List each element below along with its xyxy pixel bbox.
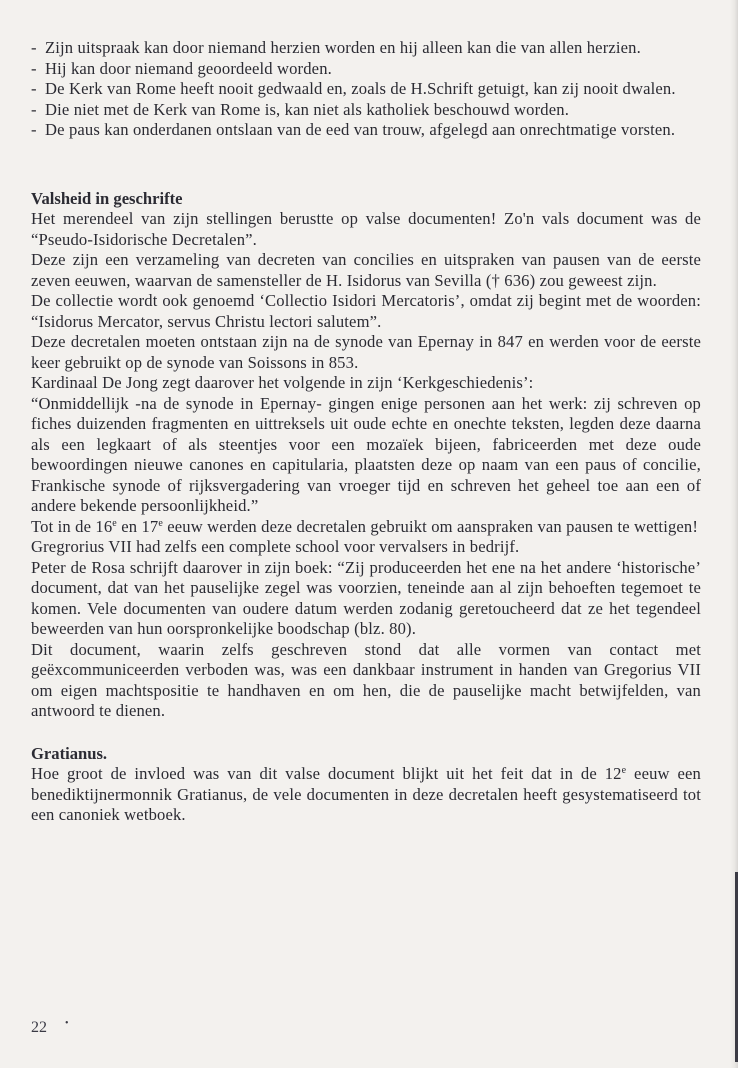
paragraph: Deze decretalen moeten ontstaan zijn na de synode van Epernay in 847 en werden voor de eerste keer gebruikt op de synode van Soissons in 853. [31,332,701,372]
text-run: eeuw werden deze decretalen gebruikt om aanspraken van pausen te wettigen! [162,516,699,536]
paragraph: Gregrorius VII had zelfs een complete school voor vervalsers in bedrijf. [31,537,520,556]
footer-mark: • [65,1018,69,1029]
list-item: - Hij kan door niemand geoordeeld worden. [31,59,701,80]
superscript: e [112,517,117,529]
page-edge [730,0,738,1068]
paragraph: Kardinaal De Jong zegt daarover het volgende in zijn ‘Kerkgeschiedenis’: [31,373,534,392]
paragraph: Dit document, waarin zelfs geschreven stond dat alle vormen van contact met geëxcommuniceerden verboden was, was een dankbaar instrument in handen van Gregorius VII om eigen machtspositie te handhaven en om hen, die de pauselijke macht betwijfelden, van antwoord te dienen. [31,639,701,720]
text-run: Tot in de 16 [31,516,113,536]
page-footer [31,1018,69,1037]
paragraph: De collectie wordt ook genoemd ‘Collectio Isidori Mercatoris’, omdat zij begint met de woorden: “Isidorus Mercator, servus Christu lectori salutem”. [31,291,701,331]
text-run: Hoe groot de invloed was van dit valse document blijkt uit het feit dat in de 12 [31,764,622,783]
quote-paragraph: “Onmiddellijk -na de synode in Epernay- gingen enige personen aan het werk: zij schreven op fiches duizenden fragmenten en uittreksels uit oude echte en onechte teksten, legden deze daarna als een legkaart of als steentjes voor een mozaïek bijeen, fabriceerden met deze oude bewoordingen nieuwe canones en capitularia, plaatsten deze op naam van een paus of concilie, Frankische synode of rijksvergadering van vroeger tijd en schreven het geheel toe aan een of andere bekende persoonlijkheid.” [31,393,701,515]
page-content [31,38,701,826]
section-valsheid [31,189,701,722]
section-gratianus [31,744,701,826]
list-item: - Die niet met de Kerk van Rome is, kan niet als katholiek beschouwd worden. [31,100,701,121]
claims-list [31,38,701,141]
page-number: 22 [31,1019,47,1036]
text-run: en 17 [116,516,159,536]
paragraph [31,764,701,826]
paragraph: Deze zijn een verzameling van decreten van concilies en uitspraken van pausen van de eerste zeven eeuwen, waarvan de samensteller de H. Isidorus van Sevilla († 636) zou geweest zijn. [31,250,701,290]
paragraph: Het merendeel van zijn stellingen berustte op valse documenten! Zo'n vals document was de “Pseudo-Isidorische Decretalen”. [31,209,701,249]
list-item: - Zijn uitspraak kan door niemand herzien worden en hij alleen kan die van allen herzien. [31,38,701,59]
paragraph [31,517,701,538]
superscript: e [158,517,163,529]
text-run: eeuw een benediktijnermonnik Gratianus, de vele documenten in deze decretalen heeft gesystematiseerd tot een canoniek wetboek. [31,764,702,824]
section-heading: Gratianus. [31,743,108,763]
section-heading: Valsheid in geschrifte [31,188,183,208]
list-item: - De Kerk van Rome heeft nooit gedwaald en, zoals de H.Schrift getuigt, kan zij nooit dwalen. [31,79,701,100]
superscript: e [621,765,627,776]
list-item: - De paus kan onderdanen ontslaan van de eed van trouw, afgelegd aan onrechtmatige vorsten. [31,120,701,141]
paragraph: Peter de Rosa schrijft daarover in zijn boek: “Zij produceerden het ene na het andere ‘historische’ document, dat van het pauselijke zegel was voorzien, teneinde aan al zijn behoeften tegemoet te komen. Vele documenten van oudere datum werden zodanig geretoucheerd dat ze het tegendeel beweerden van hun oorspronkelijke boodschap (blz. 80). [31,557,701,638]
